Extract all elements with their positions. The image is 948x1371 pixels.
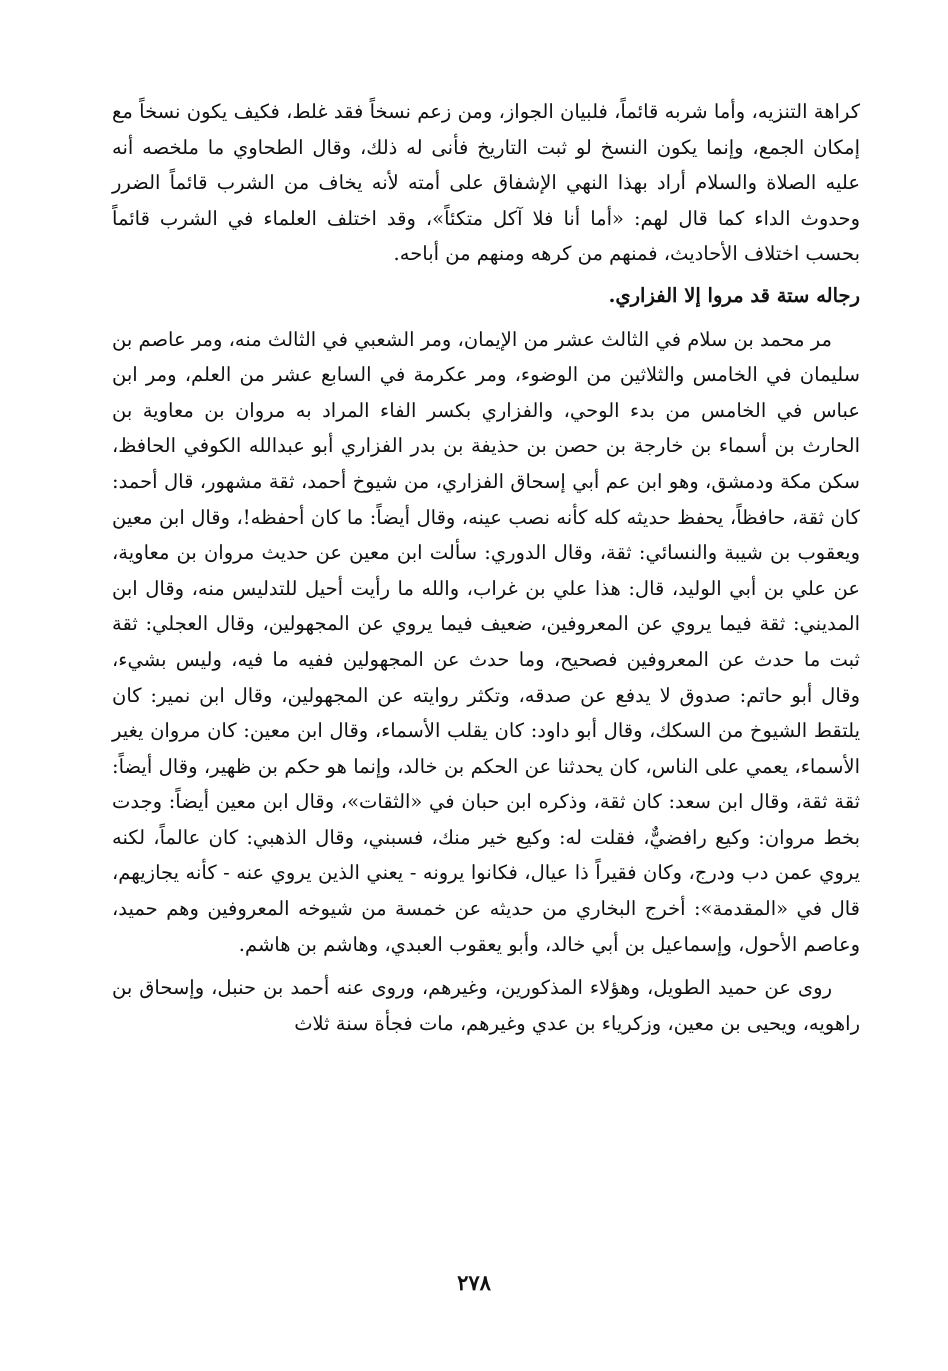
paragraph-narrators-heading: رجاله ستة قد مروا إلا الفزاري. <box>608 283 860 307</box>
paragraph-narrators-biography: مر محمد بن سلام في الثالث عشر من الإيمان، ومر الشعبي في الثالث منه، ومر عاصم بن سليمان في الخامس والثلاثين من الوضوء، ومر عكرمة في السابع عشر من العلم، ومر ابن عباس في الخامس من بدء الوحي، والفزاري بكسر الفاء المراد به مروان بن معاوية بن الحارث بن أسماء بن خارجة بن حصن بن حذيفة بن بدر الفزاري أبو عبدالله الكوفي الحافظ، سكن مكة ودمشق، وهو ابن عم أبي إسحاق الفزاري، من شيوخ أحمد، ثقة مشهور، قال أحمد: كان ثقة، حافظاً، يحفظ حديثه كله كأنه نصب عينه، وقال أيضاً: ما كان أحفظه!، وقال ابن معين ويعقوب بن شيبة والنسائي: ثقة، وقال الدوري: سألت ابن معين عن حديث مروان بن معاوية، عن علي بن أبي الوليد، قال: هذا علي بن غراب، والله ما رأيت أحيل للتدليس منه، وقال ابن المديني: ثقة فيما يروي عن المعروفين، ضعيف فيما يروي عن المجهولين، وقال العجلي: ثقة ثبت ما حدث عن المعروفين فصحيح، وما حدث عن المجهولين ففيه ما فيه، وليس بشيء، وقال أبو حاتم: صدوق لا يدفع عن صدقه، وتكثر روايته عن المجهولين، وقال ابن نمير: كان يلتقط الشيوخ من السكك، وقال أبو داود: كان يقلب الأسماء، وقال ابن معين: كان مروان يغير الأسماء، يعمي على الناس، كان يحدثنا عن الحكم بن خالد، وإنما هو حكم بن ظهير، وقال أيضاً: ثقة ثقة، وقال ابن سعد: كان ثقة، وذكره ابن حبان في «الثقات»، وقال ابن معين أيضاً: وجدت بخط مروان: وكيع رافضيٌّ، فقلت له: وكيع خير منك، فسبني، وقال الذهبي: كان عالماً، لكنه يروي عمن دب ودرج، وكان فقيراً ذا عيال، فكانوا يرونه - يعني الذين يروي عنه - كأنه يجازيهم، قال في «المقدمة»: أخرج البخاري من حديثه عن خمسة من شيوخه المعروفين وهم حميد، وعاصم الأحول، وإسماعيل بن أبي خالد، وأبو يعقوب العبدي، وهاشم بن هاشم. <box>112 327 860 956</box>
paragraph-narrated-from: روى عن حميد الطويل، وهؤلاء المذكورين، وغيرهم، وروى عنه أحمد بن حنبل، وإسحاق بن راهويه، ويحيى بن معين، وزكرياء بن عدي وغيرهم، مات فجأة سنة ثلاث <box>112 976 860 1035</box>
paragraph-drinking-ruling: كراهة التنزيه، وأما شربه قائماً، فلبيان الجواز، ومن زعم نسخاً فقد غلط، فكيف يكون نسخاً مع إمكان الجمع، وإنما يكون النسخ لو ثبت التاريخ فأنى له ذلك، وقال الطحاوي ما ملخصه أنه عليه الصلاة والسلام أراد بهذا النهي الإشفاق على أمته لأنه يخاف من الشرب قائماً الضرر وحدوث الداء كما قال لهم: «أما أنا فلا آكل متكئاً»، وقد اختلف العلماء في الشرب قائماً بحسب اختلاف الأحاديث، فمنهم من كرهه ومنهم من أباحه. <box>112 100 860 266</box>
page-number: ٢٧٨ <box>457 1270 491 1295</box>
body-text <box>112 94 860 1041</box>
